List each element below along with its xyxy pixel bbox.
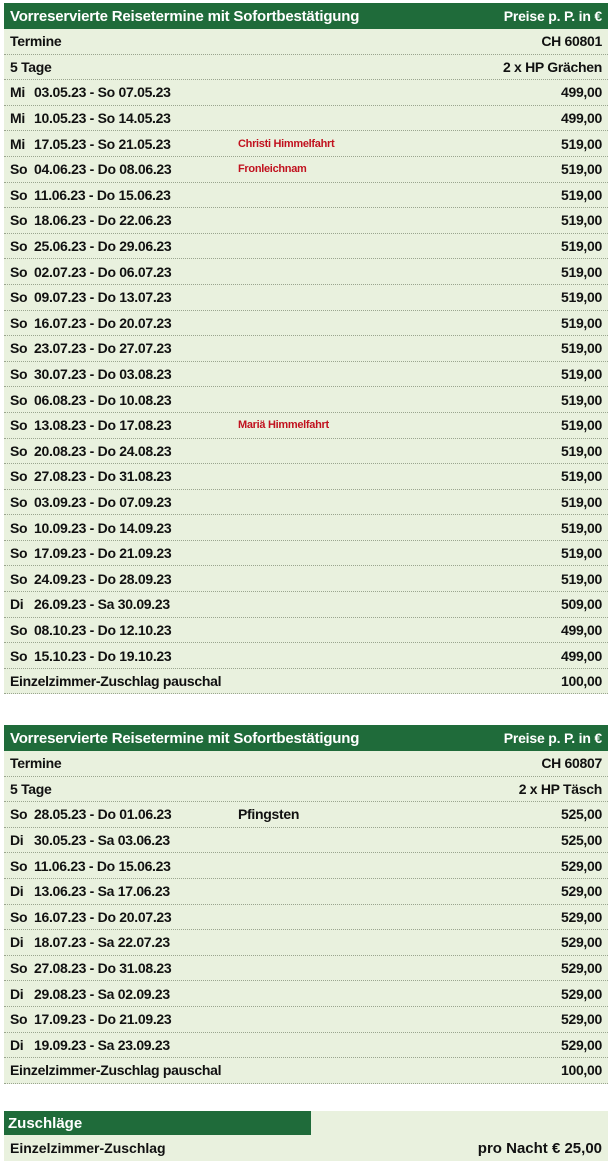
board-label: 2 x HP Grächen: [502, 58, 602, 75]
row-price: 529,00: [560, 960, 602, 977]
row-price: 525,00: [560, 806, 602, 823]
table-row: [4, 802, 608, 828]
weekday: So: [10, 545, 28, 562]
table-row: [4, 592, 608, 618]
table-row: [4, 183, 608, 209]
date-range: 25.06.23 - Do 29.06.23: [34, 238, 172, 255]
zuschlaege-value: pro Nacht € 25,00: [477, 1139, 602, 1157]
date-range: 04.06.23 - Do 08.06.23: [34, 161, 172, 178]
table-row: [4, 643, 608, 669]
weekday: So: [10, 417, 28, 434]
table-row: [4, 285, 608, 311]
date-range: 23.07.23 - Do 27.07.23: [34, 340, 172, 357]
row-price: 529,00: [560, 1011, 602, 1028]
weekday: Di: [10, 883, 24, 900]
row-price: 529,00: [560, 883, 602, 900]
weekday: So: [10, 186, 28, 203]
zuschlaege-title: Zuschläge: [4, 1111, 311, 1135]
table-row: [4, 618, 608, 644]
row-price: 519,00: [560, 519, 602, 536]
table-row: [4, 413, 608, 439]
date-range: 17.05.23 - So 21.05.23: [34, 135, 171, 152]
row-price: 519,00: [560, 366, 602, 383]
supplement-label: Einzelzimmer-Zuschlag pauschal: [10, 673, 222, 690]
weekday: So: [10, 519, 28, 536]
row-price: 519,00: [560, 135, 602, 152]
price-header: Preise p. P. in €: [503, 730, 602, 746]
days-row: [4, 55, 608, 81]
date-range: 17.09.23 - Do 21.09.23: [34, 545, 172, 562]
table-row: [4, 828, 608, 854]
table-row: [4, 259, 608, 285]
termine-label: Termine: [10, 755, 62, 772]
weekday: So: [10, 908, 28, 925]
date-range: 29.08.23 - Sa 02.09.23: [34, 985, 170, 1002]
weekday: So: [10, 212, 28, 229]
weekday: So: [10, 857, 28, 874]
table-row: [4, 464, 608, 490]
weekday: So: [10, 960, 28, 977]
table-row: [4, 362, 608, 388]
row-price: 519,00: [560, 238, 602, 255]
table-title: Vorreservierte Reisetermine mit Sofortbestätigung: [10, 729, 360, 747]
table-row: [4, 905, 608, 931]
table-row: [4, 106, 608, 132]
row-price: 529,00: [560, 857, 602, 874]
row-price: 529,00: [560, 934, 602, 951]
date-range: 13.08.23 - Do 17.08.23: [34, 417, 172, 434]
weekday: So: [10, 289, 28, 306]
date-range: 03.05.23 - So 07.05.23: [34, 84, 171, 101]
row-price: 519,00: [560, 186, 602, 203]
date-range: 11.06.23 - Do 15.06.23: [34, 186, 171, 203]
date-rows: [4, 80, 608, 669]
date-range: 27.08.23 - Do 31.08.23: [34, 468, 172, 485]
date-range: 11.06.23 - Do 15.06.23: [34, 857, 171, 874]
weekday: So: [10, 314, 28, 331]
table-row: [4, 853, 608, 879]
weekday: So: [10, 468, 28, 485]
days-label: 5 Tage: [10, 780, 52, 797]
table-row: [4, 515, 608, 541]
row-price: 529,00: [560, 1036, 602, 1053]
date-range: 18.06.23 - Do 22.06.23: [34, 212, 172, 229]
termine-label: Termine: [10, 33, 62, 50]
weekday: Di: [10, 985, 24, 1002]
row-price: 499,00: [560, 647, 602, 664]
date-rows: [4, 802, 608, 1058]
supplement-row: [4, 1058, 608, 1084]
holiday-note: Pfingsten: [238, 806, 300, 823]
date-range: 18.07.23 - Sa 22.07.23: [34, 934, 170, 951]
date-range: 28.05.23 - Do 01.06.23: [34, 806, 172, 823]
table-row: [4, 336, 608, 362]
table-row: [4, 234, 608, 260]
table-row: [4, 131, 608, 157]
row-price: 499,00: [560, 110, 602, 127]
date-table-ch60807: [4, 725, 608, 1084]
date-table-ch60801: [4, 3, 608, 694]
supplement-price: 100,00: [560, 1062, 602, 1079]
weekday: So: [10, 647, 28, 664]
weekday: Di: [10, 832, 24, 849]
row-price: 519,00: [560, 493, 602, 510]
row-price: 519,00: [560, 289, 602, 306]
table-row: [4, 311, 608, 337]
date-range: 03.09.23 - Do 07.09.23: [34, 493, 172, 510]
row-price: 525,00: [560, 832, 602, 849]
date-range: 15.10.23 - Do 19.10.23: [34, 647, 172, 664]
weekday: So: [10, 806, 28, 823]
supplement-price: 100,00: [560, 673, 602, 690]
weekday: Mi: [10, 110, 25, 127]
row-price: 519,00: [560, 161, 602, 178]
row-price: 499,00: [560, 84, 602, 101]
zuschlaege-label: Einzelzimmer-Zuschlag: [10, 1140, 166, 1156]
holiday-note: Mariä Himmelfahrt: [238, 419, 329, 432]
date-range: 16.07.23 - Do 20.07.23: [34, 908, 172, 925]
row-price: 519,00: [560, 340, 602, 357]
table-title: Vorreservierte Reisetermine mit Sofortbestätigung: [10, 7, 360, 25]
row-price: 519,00: [560, 468, 602, 485]
weekday: So: [10, 442, 28, 459]
row-price: 519,00: [560, 212, 602, 229]
date-range: 19.09.23 - Sa 23.09.23: [34, 1036, 170, 1053]
date-range: 26.09.23 - Sa 30.09.23: [34, 596, 170, 613]
table-row: [4, 490, 608, 516]
date-range: 24.09.23 - Do 28.09.23: [34, 570, 172, 587]
date-range: 10.05.23 - So 14.05.23: [34, 110, 171, 127]
supplement-row: [4, 669, 608, 695]
table-row: [4, 879, 608, 905]
row-price: 519,00: [560, 442, 602, 459]
weekday: So: [10, 263, 28, 280]
weekday: So: [10, 391, 28, 408]
table-row: [4, 1007, 608, 1033]
row-price: 509,00: [560, 596, 602, 613]
table-header: [4, 3, 608, 29]
table-header: [4, 725, 608, 751]
weekday: So: [10, 161, 28, 178]
date-range: 10.09.23 - Do 14.09.23: [34, 519, 172, 536]
table-row: [4, 956, 608, 982]
row-price: 519,00: [560, 570, 602, 587]
row-price: 519,00: [560, 314, 602, 331]
row-price: 529,00: [560, 985, 602, 1002]
zuschlaege-row: [4, 1135, 608, 1161]
row-price: 499,00: [560, 621, 602, 638]
days-label: 5 Tage: [10, 58, 52, 75]
weekday: So: [10, 366, 28, 383]
date-range: 06.08.23 - Do 10.08.23: [34, 391, 172, 408]
table-row: [4, 208, 608, 234]
weekday: So: [10, 1011, 28, 1028]
holiday-note: Fronleichnam: [238, 163, 307, 176]
table-row: [4, 981, 608, 1007]
row-price: 519,00: [560, 263, 602, 280]
holiday-note: Christi Himmelfahrt: [238, 137, 335, 150]
table-row: [4, 387, 608, 413]
weekday: So: [10, 621, 28, 638]
table-row: [4, 439, 608, 465]
weekday: Mi: [10, 135, 25, 152]
board-label: 2 x HP Täsch: [518, 780, 602, 797]
date-range: 30.05.23 - Sa 03.06.23: [34, 832, 170, 849]
row-price: 519,00: [560, 417, 602, 434]
table-row: [4, 930, 608, 956]
date-range: 20.08.23 - Do 24.08.23: [34, 442, 172, 459]
date-range: 27.08.23 - Do 31.08.23: [34, 960, 172, 977]
date-range: 17.09.23 - Do 21.09.23: [34, 1011, 172, 1028]
table-row: [4, 80, 608, 106]
weekday: So: [10, 340, 28, 357]
tour-code: CH 60801: [541, 33, 602, 50]
weekday: So: [10, 493, 28, 510]
price-header: Preise p. P. in €: [503, 8, 602, 24]
weekday: So: [10, 238, 28, 255]
weekday: Mi: [10, 84, 25, 101]
weekday: Di: [10, 1036, 24, 1053]
termine-row: [4, 751, 608, 777]
date-range: 02.07.23 - Do 06.07.23: [34, 263, 172, 280]
date-range: 16.07.23 - Do 20.07.23: [34, 314, 172, 331]
table-row: [4, 1033, 608, 1059]
weekday: Di: [10, 934, 24, 951]
row-price: 519,00: [560, 391, 602, 408]
row-price: 529,00: [560, 908, 602, 925]
tour-code: CH 60807: [541, 755, 602, 772]
supplement-label: Einzelzimmer-Zuschlag pauschal: [10, 1062, 222, 1079]
table-row: [4, 157, 608, 183]
date-range: 08.10.23 - Do 12.10.23: [34, 621, 172, 638]
weekday: Di: [10, 596, 24, 613]
days-row: [4, 777, 608, 803]
row-price: 519,00: [560, 545, 602, 562]
weekday: So: [10, 570, 28, 587]
date-range: 09.07.23 - Do 13.07.23: [34, 289, 172, 306]
table-row: [4, 541, 608, 567]
zuschlaege-box: [4, 1111, 608, 1161]
termine-row: [4, 29, 608, 55]
date-range: 30.07.23 - Do 03.08.23: [34, 366, 172, 383]
table-row: [4, 566, 608, 592]
date-range: 13.06.23 - Sa 17.06.23: [34, 883, 170, 900]
